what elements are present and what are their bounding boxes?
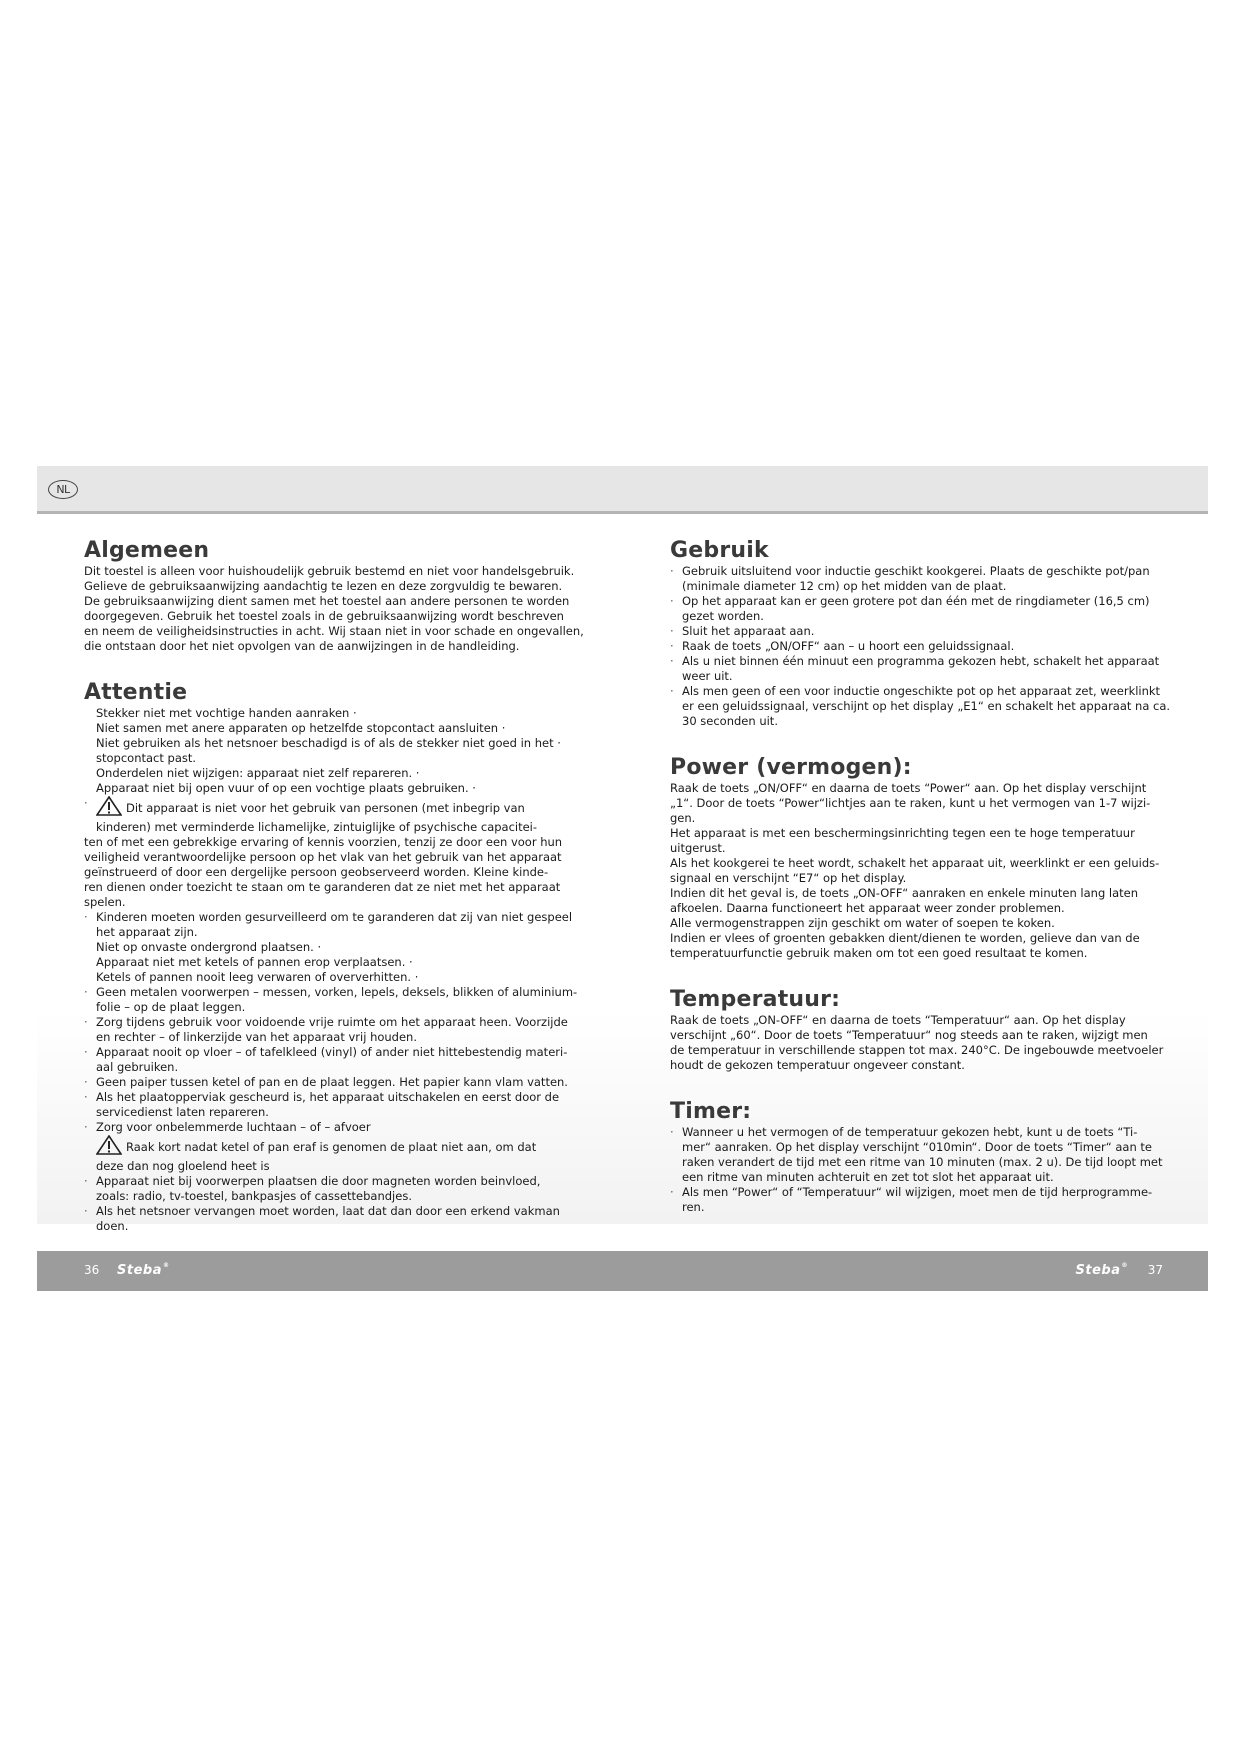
power-line: Als het kookgerei te heet wordt, schakelt het apparaat uit, weerklinkt er een geluids- [670, 856, 1160, 870]
attentie-line: veiligheid verantwoordelijke persoon op het vlak van het gebruik van het apparaat [84, 850, 562, 864]
attentie-line: Niet gebruiken als het netsnoer beschadigd is of als de stekker niet goed in het · [96, 736, 561, 750]
attentie-line: · Kinderen moeten worden gesurveilleerd om te garanderen dat zij van niet gespeel [84, 910, 627, 925]
power-line: signaal en verschijnt “E7“ op het display. [670, 871, 907, 885]
left-page-column [84, 538, 627, 1234]
algemeen-line: die ontstaan door het niet opvolgen van de aanwijzingen in de handleiding. [84, 639, 520, 653]
power-line: Alle vermogenstrappen zijn geschikt om water of soepen te koken. [670, 916, 1055, 930]
gebruik-line: weer uit. [682, 669, 733, 683]
attentie-line: kinderen) met verminderde lichamelijke, zintuiglijke of psychische capacitei- [96, 820, 538, 834]
gebruik-line: · Gebruik uitsluitend voor inductie geschikt kookgerei. Plaats de geschikte pot/pan [670, 564, 1203, 579]
power-line: Raak de toets „ON/OFF“ en daarna de toets “Power“ aan. Op het display verschijnt [670, 781, 1147, 795]
attentie-line: Apparaat niet bij open vuur of op een vochtige plaats gebruiken. · [96, 781, 476, 795]
attentie-line: Stekker niet met vochtige handen aanraken · [96, 706, 357, 720]
gebruik-line: gezet worden. [682, 609, 764, 623]
gebruik-list [670, 564, 1203, 729]
timer-line: mer“ aanraken. Op het display verschijnt “010min“. Door de toets “Timer“ aan te [682, 1140, 1152, 1154]
attentie-line: · Als het netsnoer vervangen moet worden, laat dat dan door een erkend vakman [84, 1204, 627, 1219]
attentie-line: · Zorg tijdens gebruik voor voidoende vrije ruimte om het apparaat heen. Voorzijde [84, 1015, 627, 1030]
attentie-list [84, 706, 627, 1234]
section-spacer [670, 729, 1203, 755]
attentie-line: ren dienen onder toezicht te staan om te garanderen dat ze niet met het apparaat [84, 880, 561, 894]
power-line: temperatuurfunctie gebruik maken om tot een goed resultaat te komen. [670, 946, 1088, 960]
section-spacer [670, 961, 1203, 987]
section-spacer [84, 654, 627, 680]
section-title-timer: Timer: [670, 1099, 752, 1124]
warning-triangle-icon [96, 796, 122, 820]
attentie-line: · Zorg voor onbelemmerde luchtaan – of – afvoer [84, 1120, 627, 1135]
section-title-algemeen: Algemeen [84, 538, 210, 563]
attentie-line: · Apparaat niet bij voorwerpen plaatsen die door magneten worden beinvloed, [84, 1174, 627, 1189]
attentie-line: Apparaat niet met ketels of pannen erop verplaatsen. · [96, 955, 413, 969]
page-number-right: 37 [1147, 1263, 1163, 1277]
attentie-line: · Apparaat nooit op vloer – of tafelkleed (vinyl) of ander niet hittebestendig materi- [84, 1045, 627, 1060]
attentie-line: stopcontact past. [96, 751, 197, 765]
attentie-line: spelen. [84, 895, 126, 909]
section-title-power: Power (vermogen): [670, 755, 912, 780]
power-line: gen. [670, 811, 696, 825]
right-page-column [670, 538, 1203, 1215]
algemeen-line: Gelieve de gebruiksaanwijzing aandachtig te lezen en deze zorgvuldig te bewaren. [84, 579, 563, 593]
section-title-attentie: Attentie [84, 680, 188, 705]
timer-line: raken verandert de tijd met een ritme van 10 minuten (max. 2 u). De tijd loopt met [682, 1155, 1163, 1169]
temperatuur-line: Raak de toets „ON-OFF“ en daarna de toets “Temperatuur“ aan. Op het display [670, 1013, 1126, 1027]
attentie-warning-item [84, 796, 627, 820]
gebruik-line: er een geluidssignaal, verschijnt op het display „E1“ en schakelt het apparaat na ca. [682, 699, 1171, 713]
section-title-gebruik: Gebruik [670, 538, 769, 563]
timer-line: · Als men “Power“ of “Temperatuur“ wil wijzigen, moet men de tijd herprogramme- [670, 1185, 1203, 1200]
footer-band [37, 1251, 1208, 1291]
attentie-line: aal gebruiken. [96, 1060, 179, 1074]
attentie-line: Raak kort nadat ketel of pan eraf is genomen de plaat niet aan, om dat [126, 1140, 537, 1154]
power-line: Indien er vlees of groenten gebakken dient/dienen te worden, gelieve dan van de [670, 931, 1140, 945]
power-line: uitgerust. [670, 841, 726, 855]
gebruik-line: · Als men geen of een voor inductie ongeschikte pot op het apparaat zet, weerklinkt [670, 684, 1203, 699]
steba-logo: Steba® [1075, 1262, 1128, 1278]
attentie-line: Dit apparaat is niet voor het gebruik van personen (met inbegrip van [126, 801, 525, 815]
manual-spread [37, 466, 1208, 1296]
attentie-line: zoals: radio, tv-toestel, bankpasjes of cassettebandjes. [96, 1189, 412, 1203]
attentie-line: Ketels of pannen nooit leeg verwaren of oververhitten. · [96, 970, 419, 984]
timer-list [670, 1125, 1203, 1215]
language-badge: NL [48, 480, 78, 499]
attentie-line: · Geen metalen voorwerpen – messen, vorken, lepels, deksels, blikken of aluminium- [84, 985, 627, 1000]
attentie-line: en rechter – of linkerzijde van het apparaat vrij houden. [96, 1030, 418, 1044]
gebruik-line: (minimale diameter 12 cm) op het midden van de plaat. [682, 579, 1007, 593]
temperatuur-line: de temperatuur in verschillende stappen tot max. 240°C. De ingebouwde meetvoeler [670, 1043, 1164, 1057]
section-title-temperatuur: Temperatuur: [670, 987, 841, 1012]
attentie-line: het apparaat zijn. [96, 925, 198, 939]
attentie-line: ten of met een gebrekkige ervaring of kennis voorzien, tenzij ze door een voor hun [84, 835, 563, 849]
power-line: Het apparaat is met een beschermingsinrichting tegen een te hoge temperatuur [670, 826, 1135, 840]
temperatuur-line: houdt de gekozen temperatuur ongeveer constant. [670, 1058, 965, 1072]
gebruik-line: 30 seconden uit. [682, 714, 778, 728]
algemeen-line: Dit toestel is alleen voor huishoudelijk gebruik bestemd en niet voor handelsgebruik. [84, 564, 575, 578]
attentie-line: servicedienst laten repareren. [96, 1105, 269, 1119]
timer-line: een ritme van minuten achteruit en zet tot slot het apparaat uit. [682, 1170, 1054, 1184]
gebruik-line: · Sluit het apparaat aan. [670, 624, 1203, 639]
page-number-left: 36 [84, 1263, 100, 1277]
algemeen-line: De gebruiksaanwijzing dient samen met het toestel aan andere personen te worden [84, 594, 570, 608]
attentie-line: Niet op onvaste ondergrond plaatsen. · [96, 940, 322, 954]
gebruik-line: · Raak de toets „ON/OFF“ aan – u hoort een geluidssignaal. [670, 639, 1203, 654]
attentie-line: Niet samen met anere apparaten op hetzelfde stopcontact aansluiten · [96, 721, 506, 735]
attentie-line: deze dan nog gloelend heet is [96, 1159, 270, 1173]
attentie-warning-item [84, 1135, 627, 1159]
attentie-line: Onderdelen niet wijzigen: apparaat niet zelf repareren. · [96, 766, 420, 780]
algemeen-line: en neem de veiligheidsinstructies in acht. Wij staan niet in voor schade en ongevallen, [84, 624, 584, 638]
steba-logo: Steba® [117, 1262, 170, 1278]
section-spacer [670, 1073, 1203, 1099]
warning-triangle-icon [96, 1135, 122, 1159]
attentie-line: folie – op de plaat leggen. [96, 1000, 246, 1014]
algemeen-line: doorgegeven. Gebruik het toestel zoals in de gebruiksaanwijzing wordt beschreven [84, 609, 564, 623]
attentie-line: · Geen paiper tussen ketel of pan en de plaat leggen. Het papier kann vlam vatten. [84, 1075, 627, 1090]
power-line: Indien dit het geval is, de toets „ON-OFF“ aanraken en enkele minuten lang laten [670, 886, 1139, 900]
gebruik-line: · Als u niet binnen één minuut een programma gekozen hebt, schakelt het apparaat [670, 654, 1203, 669]
timer-line: · Wanneer u het vermogen of de temperatuur gekozen hebt, kunt u de toets “Ti- [670, 1125, 1203, 1140]
power-line: afkoelen. Daarna functioneert het apparaat weer zonder problemen. [670, 901, 1065, 915]
power-line: „1“. Door de toets “Power“lichtjes aan te raken, kunt u het vermogen van 1-7 wijzi- [670, 796, 1151, 810]
attentie-line: · Als het plaatopperviak gescheurd is, het apparaat uitschakelen en eerst door de [84, 1090, 627, 1105]
timer-line: ren. [682, 1200, 705, 1214]
gebruik-line: · Op het apparaat kan er geen grotere pot dan één met de ringdiameter (16,5 cm) [670, 594, 1203, 609]
header-band [37, 466, 1208, 514]
attentie-line: geïnstrueerd of door een dergelijke persoon geobserveerd worden. Kleine kinde- [84, 865, 549, 879]
attentie-line: doen. [96, 1219, 129, 1233]
temperatuur-line: verschijnt „60“. Door de toets “Temperatuur“ nog steeds aan te raken, wijzigt men [670, 1028, 1148, 1042]
